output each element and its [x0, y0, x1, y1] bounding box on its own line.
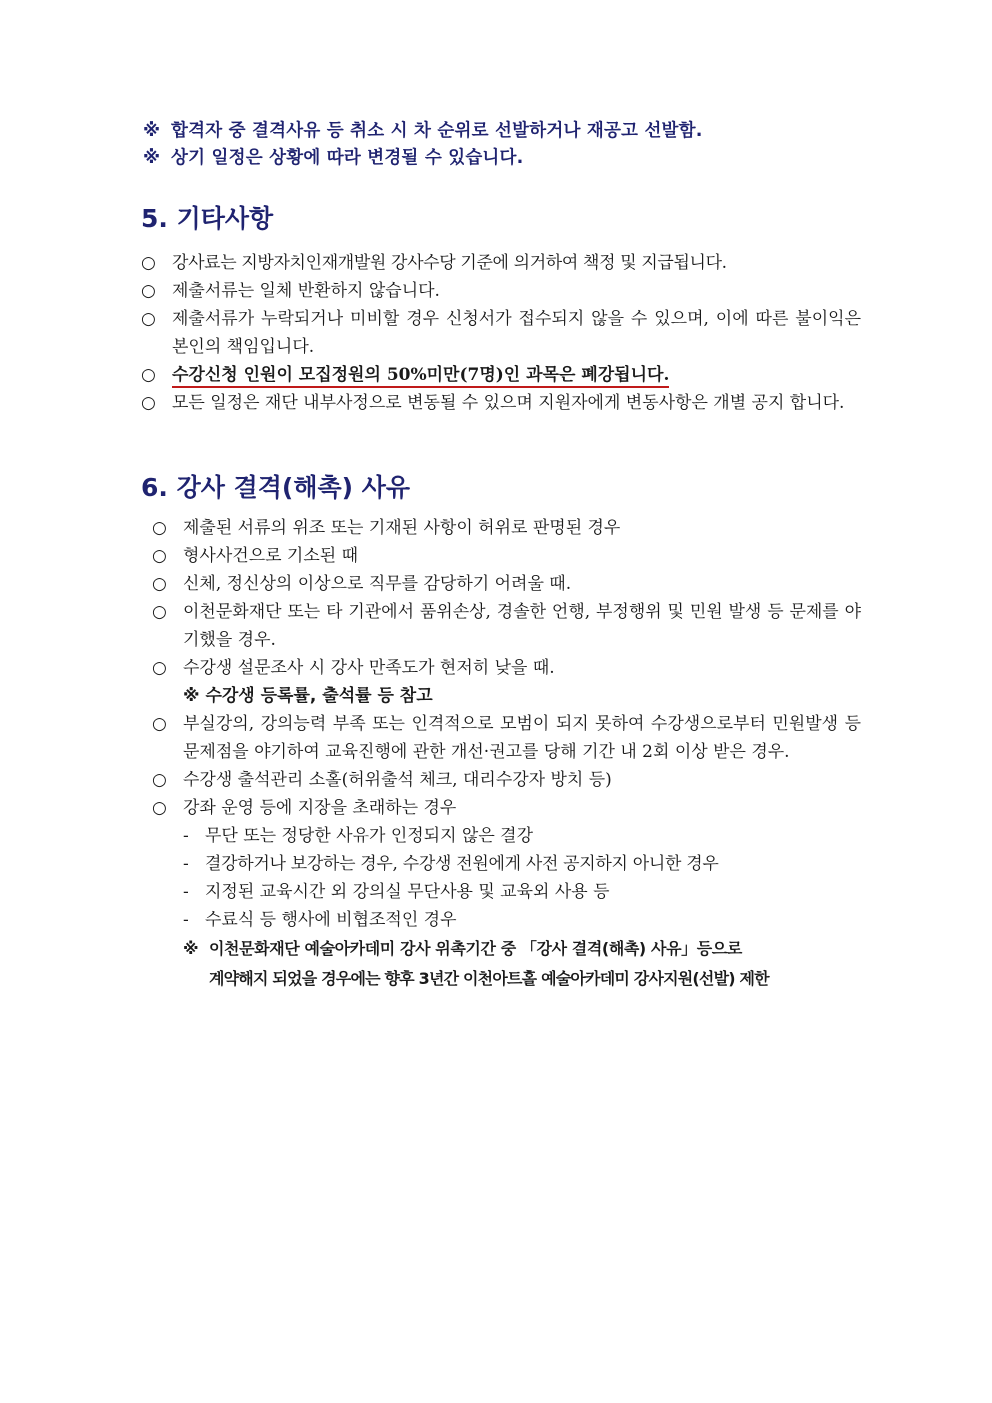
closure-rule-text: 수강신청 인원이 모집정원의 50%미만(7명)인 과목은 폐강됩니다.	[172, 365, 669, 388]
circle-bullet-icon: ○	[152, 658, 167, 678]
list-item: ○ 제출서류가 누락되거나 미비할 경우 신청서가 접수되지 않을 수 있으며, 이에 따른 불이익은 본인의 책임입니다.	[141, 305, 861, 361]
reference-mark: ※	[143, 148, 161, 168]
circle-bullet-icon: ○	[152, 546, 167, 566]
satisfaction-note: ※ 수강생 등록률, 출석률 등 참고	[183, 686, 433, 706]
sub-item: - 결강하거나 보강하는 경우, 수강생 전원에게 사전 공지하지 아니한 경우	[183, 854, 719, 874]
list-item: ○ 형사사건으로 기소된 때	[152, 542, 861, 570]
section-5	[141, 203, 861, 417]
section-6	[141, 472, 861, 994]
circle-bullet-icon: ○	[152, 798, 167, 818]
sub-item: - 지정된 교육시간 외 강의실 무단사용 및 교육외 사용 등	[183, 882, 610, 902]
section-6-title: 6. 강사 결격(해촉) 사유	[141, 473, 411, 502]
note-line	[143, 145, 863, 172]
list-item-highlight	[141, 361, 861, 389]
closing-note: ※ 이천문화재단 예술아카데미 강사 위촉기간 중 「강사 결격(해촉) 사유」등으로 계약해지 되었을 경우에는 향후 3년간 이천아트홀 예술아카데미 강사지원(선발) 제한	[152, 934, 861, 994]
sub-item-list	[152, 822, 861, 934]
sub-item: - 무단 또는 정당한 사유가 인정되지 않은 결강	[183, 826, 534, 846]
notice-notes	[143, 118, 863, 172]
list-item: ○ 부실강의, 강의능력 부족 또는 인격적으로 모범이 되지 못하여 수강생으로부터 민원발생 등 문제점을 야기하여 교육진행에 관한 개선·권고를 당해 기간 내 2회 이상 받은 경우.	[152, 710, 861, 766]
note-line	[143, 118, 863, 145]
circle-bullet-icon: ○	[141, 365, 156, 385]
circle-bullet-icon: ○	[152, 770, 167, 790]
list-item: ○ 강사료는 지방자치인재개발원 강사수당 기준에 의거하여 책정 및 지급됩니다.	[141, 249, 861, 277]
list-item: ○ 신체, 정신상의 이상으로 직무를 감당하기 어려울 때.	[152, 570, 861, 598]
circle-bullet-icon: ○	[141, 393, 156, 413]
circle-bullet-icon: ○	[152, 574, 167, 594]
list-item: ○ 제출된 서류의 위조 또는 기재된 사항이 허위로 판명된 경우	[152, 514, 861, 542]
note-text: 상기 일정은 상황에 따라 변경될 수 있습니다.	[171, 148, 524, 168]
reference-mark: ※	[183, 939, 199, 958]
list-item: ○ 수강생 출석관리 소홀(허위출석 체크, 대리수강자 방치 등)	[152, 766, 861, 794]
sub-item: - 수료식 등 행사에 비협조적인 경우	[183, 910, 457, 930]
list-item: ○ 제출서류는 일체 반환하지 않습니다.	[141, 277, 861, 305]
section-5-title: 5. 기타사항	[141, 204, 274, 233]
reference-mark: ※	[143, 121, 161, 141]
section-6-list	[141, 514, 861, 994]
note-text: 합격자 중 결격사유 등 취소 시 차 순위로 선발하거나 재공고 선발함.	[171, 121, 703, 141]
circle-bullet-icon: ○	[152, 714, 167, 734]
circle-bullet-icon: ○	[141, 281, 156, 301]
circle-bullet-icon: ○	[141, 253, 156, 273]
list-item: ○ 이천문화재단 또는 타 기관에서 품위손상, 경솔한 언행, 부정행위 및 민원 발생 등 문제를 야기했을 경우.	[152, 598, 861, 654]
section-5-list	[141, 249, 861, 417]
circle-bullet-icon: ○	[152, 518, 167, 538]
circle-bullet-icon: ○	[152, 602, 167, 622]
list-item: ○ 수강생 설문조사 시 강사 만족도가 현저히 낮을 때. ※ 수강생 등록률, 출석률 등 참고	[152, 654, 861, 710]
list-item: ○ 모든 일정은 재단 내부사정으로 변동될 수 있으며 지원자에게 변동사항은 개별 공지 합니다.	[141, 389, 861, 417]
list-item: ○ 강좌 운영 등에 지장을 초래하는 경우 - 무단 또는 정당한 사유가 인정되지 않은 결강 - 결강하거나 보강하는 경우, 수강생 전원에게 사전 공지하지 아니한 경우 - 지정된 교육시간 외 강의실 무단사용 및 교육외 사용 등 - 수료식 등 행사에 비협조적인 경우 ※ 이천문화재단 예술아카데미 강사 위촉기간 중 「강사 결격(해촉) 사유」등으로 계약해지 되었을 경우에는 향후 3년간 이천아트홀 예술아카데미 강사지원(선발) 제한	[152, 794, 861, 994]
circle-bullet-icon: ○	[141, 309, 156, 329]
